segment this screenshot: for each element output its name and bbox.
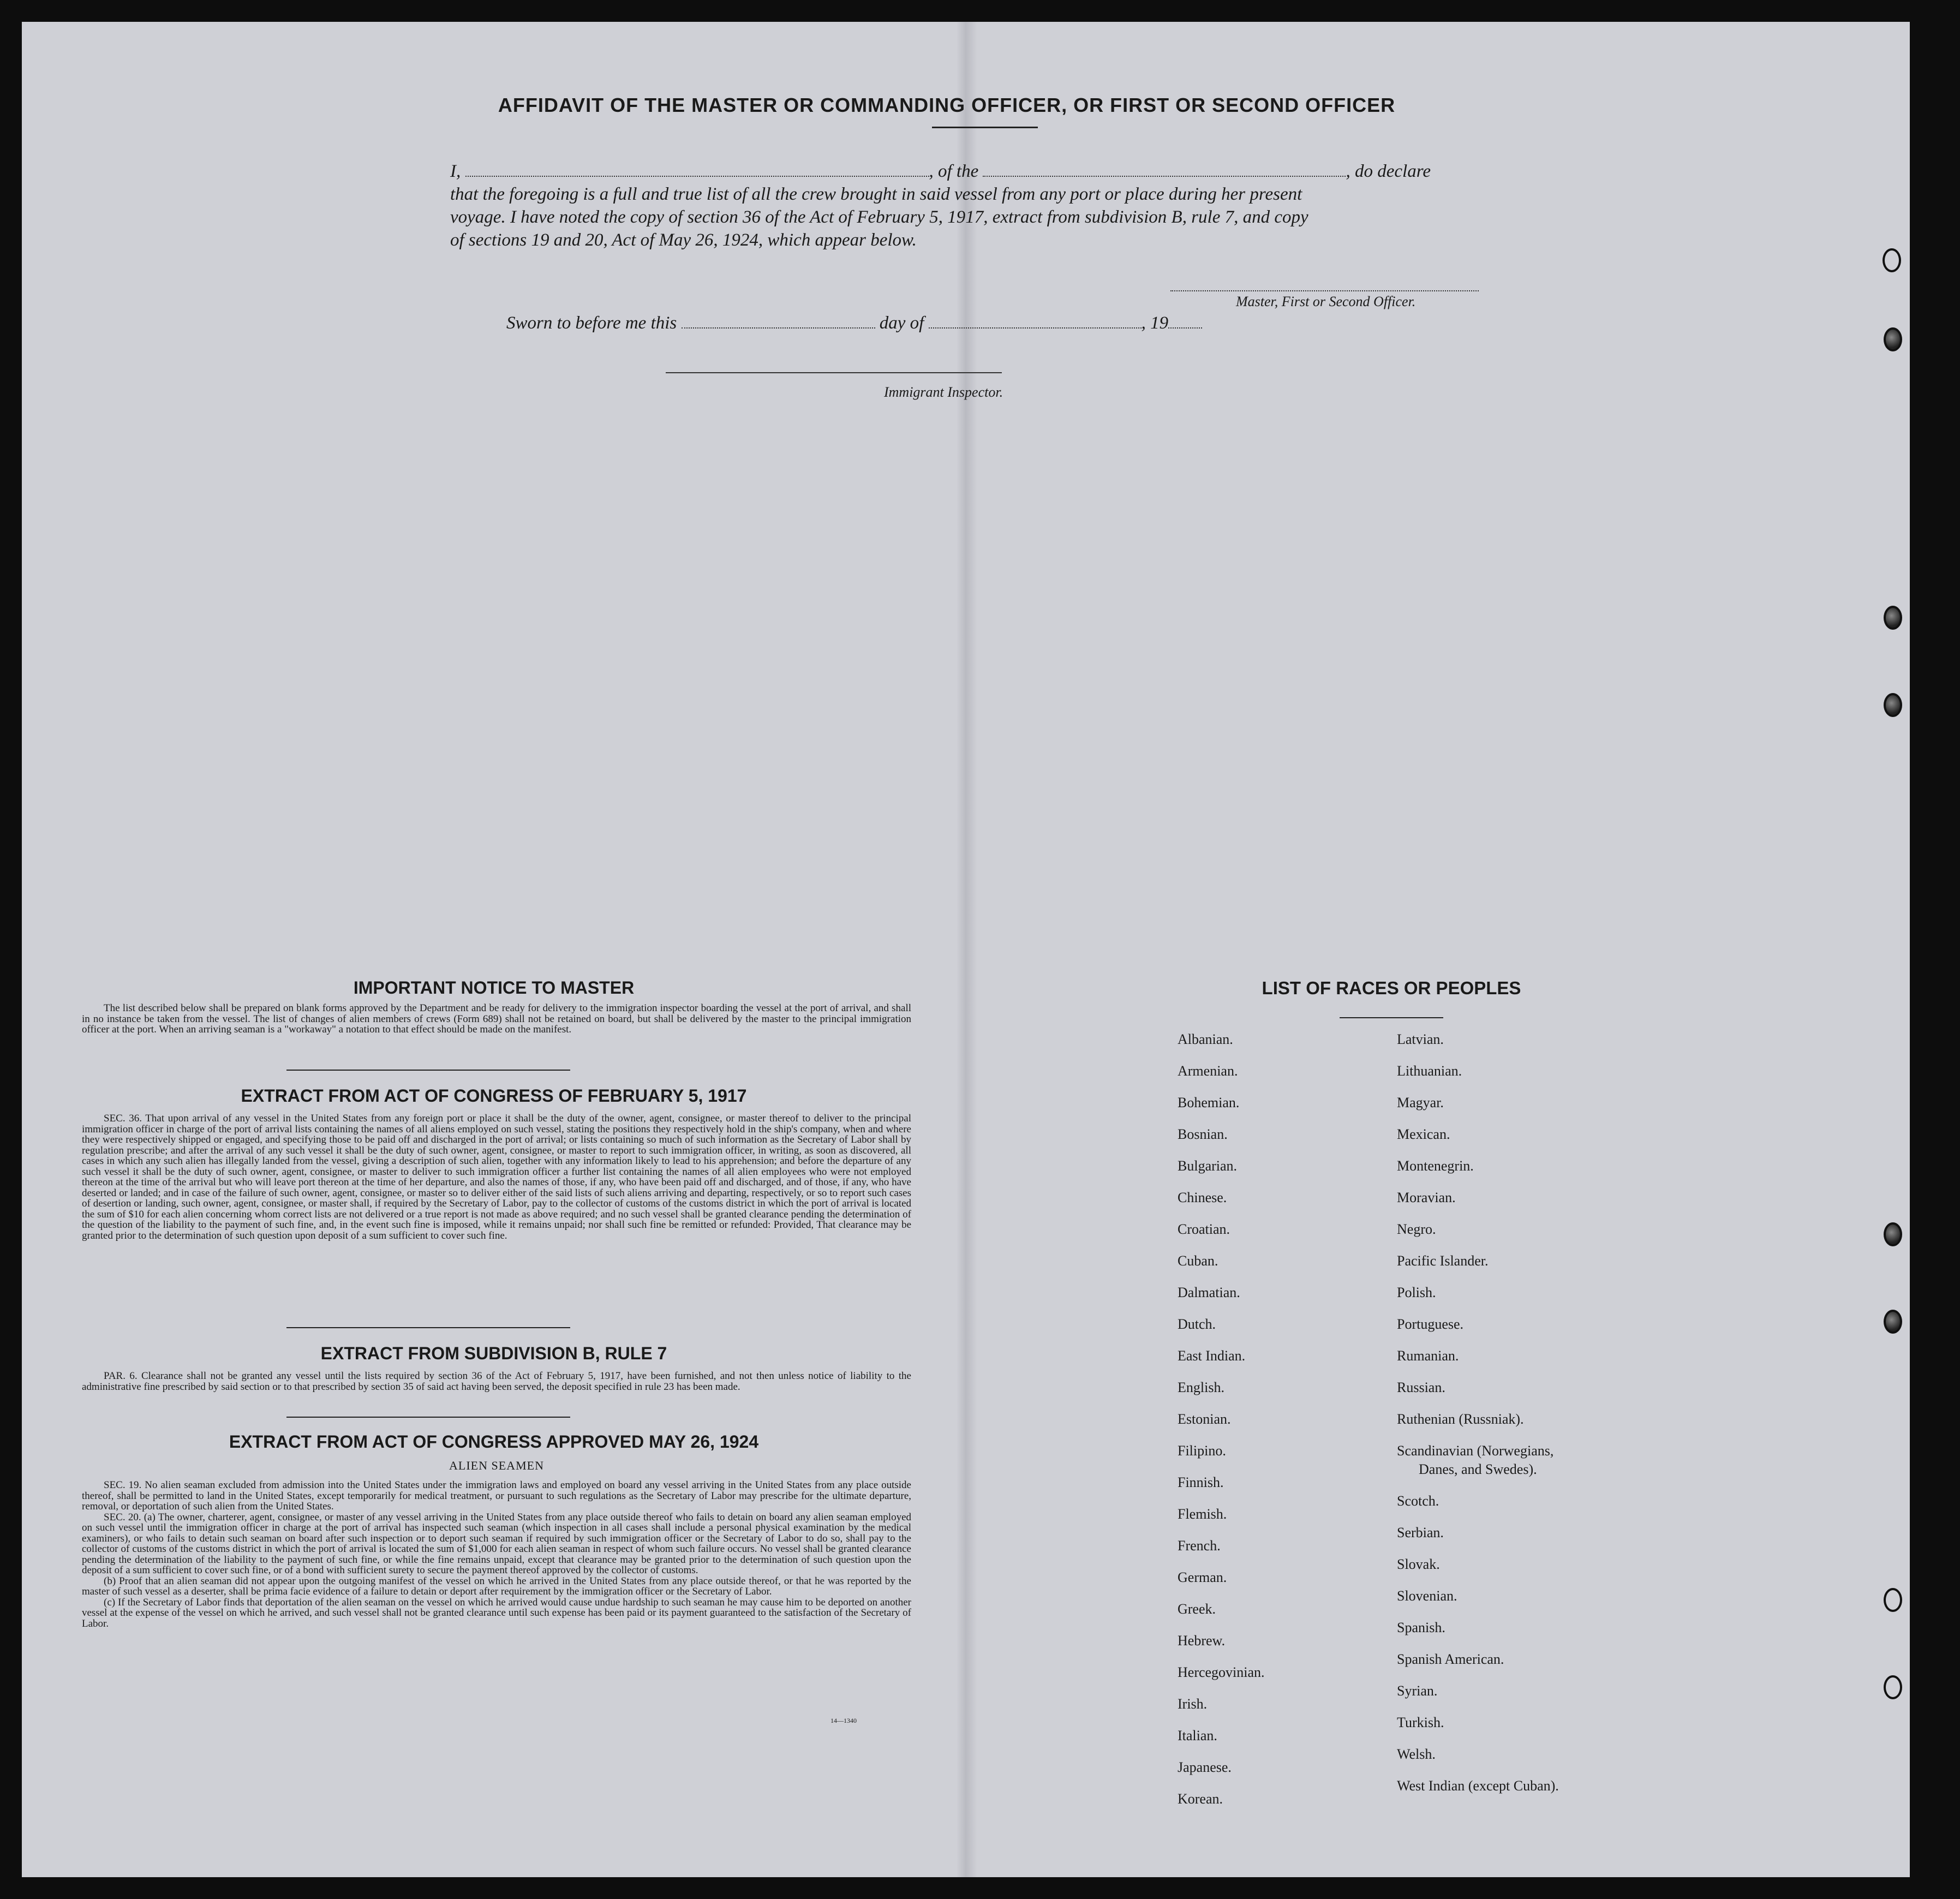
- section-20c: (c) If the Secretary of Labor finds that deportation of the alien seaman on the vessel on which he arrived would cause undue hardship to such seaman he may cause him to be deported on another vessel at the expense of the vessel on which he arrived, and such vessel shall not be granted clearance until such expense has been paid or its payment guaranteed to the satisfaction of the Secretary of Labor.: [82, 1596, 911, 1629]
- extract-1917-text: [82, 1113, 911, 1310]
- race-item: Negro.: [1397, 1221, 1436, 1237]
- race-item: Korean.: [1178, 1791, 1223, 1807]
- race-item: Slovenian.: [1397, 1588, 1457, 1604]
- race-item: Syrian.: [1397, 1683, 1438, 1699]
- punch-hole: [1884, 1222, 1902, 1246]
- vessel-field[interactable]: [983, 170, 1346, 177]
- notice-text: [82, 1003, 911, 1055]
- race-item: French.: [1178, 1538, 1221, 1554]
- declaration-line-1: [450, 162, 1431, 182]
- race-item: Finnish.: [1178, 1474, 1224, 1490]
- race-item: Portuguese.: [1397, 1316, 1464, 1332]
- of-the-text: , of the: [929, 162, 979, 181]
- inspector-signature-line[interactable]: [666, 372, 1002, 373]
- race-item: Montenegrin.: [1397, 1158, 1474, 1174]
- year-field[interactable]: [1168, 322, 1202, 329]
- race-item: Rumanian.: [1397, 1348, 1459, 1364]
- race-item: Japanese.: [1178, 1759, 1232, 1775]
- race-item: Moravian.: [1397, 1190, 1456, 1205]
- title-divider: [932, 127, 1038, 128]
- form-number: 14—1340: [830, 1717, 857, 1724]
- race-item: Hebrew.: [1178, 1633, 1226, 1649]
- declaration-line-2: that the foregoing is a full and true list of all the crew brought in said vessel from any port or place during her present: [450, 184, 1302, 204]
- race-item: Bulgarian.: [1178, 1158, 1238, 1174]
- section-20a: SEC. 20. (a) The owner, charterer, agent, consignee, or master of any vessel arriving in the United States from any place outside thereof who fails to detain on board any alien seaman employed on such vessel until the immigration officer in charge at the port of arrival has inspected such seaman (which inspection in all cases shall include a personal physical examination by the medical examiners), or who fails to detain such seaman on board after such inspection or to deport such seaman if required by such immigration officer or the Secretary of Labor to do so, shall pay to the collector of customs of the customs district in which the port of arrival is located the sum of $1,000 for each alien seaman in respect of whom such failure occurs. No vessel shall be granted clearance pending the determination of the liability to the payment of such fine, or while the fine remains unpaid, except that clearance may be granted prior to the determination of such question upon the deposit of a sum sufficient to cover such fine, or of a bond with sufficient surety to secure the payment thereof approved by the collector of customs.: [82, 1511, 911, 1576]
- race-item: Turkish.: [1397, 1715, 1444, 1730]
- race-item: Albanian.: [1178, 1031, 1233, 1047]
- divider-2: [286, 1327, 570, 1328]
- punch-hole: [1884, 1310, 1902, 1334]
- race-item: Bohemian.: [1178, 1095, 1240, 1110]
- day-of-text: day of: [879, 313, 924, 333]
- race-item: Bosnian.: [1178, 1126, 1228, 1142]
- declaration-i: I,: [450, 162, 461, 181]
- race-item: Lithuanian.: [1397, 1063, 1462, 1079]
- race-item: Croatian.: [1178, 1221, 1230, 1237]
- race-item: Estonian.: [1178, 1411, 1231, 1427]
- notice-paragraph: The list described below shall be prepared on blank forms approved by the Department and be ready for delivery to the immigration inspector boarding the vessel at the port of arrival, and shall in no instance be taken from the vessel. The list of changes of alien members of crews (Form 689) shall not be retained on board, but shall be delivered by the master to the principal immigration officer at the port. When an arriving seaman is a "workaway" a notation to that effect should be made on the manifest.: [82, 1002, 911, 1035]
- race-item: Pacific Islander.: [1397, 1253, 1489, 1269]
- inspector-label: Immigrant Inspector.: [884, 384, 1003, 400]
- year-prefix: , 19: [1141, 313, 1169, 333]
- race-item: Filipino.: [1178, 1443, 1226, 1459]
- punch-hole: [1884, 606, 1902, 630]
- extract-rule7-text: [82, 1371, 911, 1405]
- race-item: Flemish.: [1178, 1506, 1227, 1522]
- race-item: German.: [1178, 1569, 1227, 1585]
- races-title: LIST OF RACES OR PEOPLES: [1262, 978, 1521, 998]
- section-19: SEC. 19. No alien seaman excluded from admission into the United States under the immigration laws and employed on board any vessel arriving in the United States from any place outside thereof, shall be permitted to land in the United States, except temporarily for medical treatment, or pursuant to such regulations as the Secretary of Labor may prescribe for the ultimate departure, removal, or deportation of such alien from the United States.: [82, 1479, 911, 1512]
- extract-1924-title: EXTRACT FROM ACT OF CONGRESS APPROVED MAY 26, 1924: [229, 1432, 759, 1452]
- punch-hole: [1884, 1588, 1902, 1612]
- race-item: Cuban.: [1178, 1253, 1218, 1269]
- extract-1917-title: EXTRACT FROM ACT OF CONGRESS OF FEBRUARY 5, 1917: [241, 1086, 747, 1106]
- extract-1924-text: [82, 1480, 911, 1704]
- race-item: Scotch.: [1397, 1493, 1439, 1509]
- race-item: Italian.: [1178, 1728, 1217, 1743]
- race-item: Hercegovinian.: [1178, 1664, 1265, 1680]
- race-item: Scandinavian (Norwegians,: [1397, 1443, 1554, 1459]
- section-36: SEC. 36. That upon arrival of any vessel in the United States from any foreign port or place it shall be the duty of the owner, agent, consignee, or master thereof to deliver to the principal immigration officer in charge of the port of arrival lists containing the names of all aliens employed on such vessel, stating the positions they respectively hold in the ship's company, when and where they were respectively shipped or engaged, and specifying those to be paid off and discharged in the port of arrival; or lists containing so much of such information as the Secretary of Labor shall by regulation prescribe; and after the arrival of any such vessel it shall be the duty of such owner, agent, consignee, or master to report to such immigration officer, in writing, as soon as discovered, all cases in which any such alien has illegally landed from the vessel, giving a description of such alien, together with any information likely to lead to his apprehension; and before the departure of any such vessel it shall be the duty of such owner, agent, consignee, or master to deliver to such immigration officer a further list containing the names of all alien employees who were not employed thereon at the time of the arrival but who will leave port thereon at the time of her departure, and also the names of those, if any, who have been paid off and discharged, and of those, if any, who have deserted or landed; and in case of the failure of such owner, agent, consignee, or master so to deliver either of the said lists of such aliens arriving and departing, respectively, or so to report such cases of desertion or landing, such owner, agent, consignee, or master shall, if required by the Secretary of Labor, pay to the collector of customs of the customs district in which the port of arrival is located the sum of $10 for each alien concerning whom correct lists are not delivered or a true report is not made as above required; and no such vessel shall be granted clearance pending the determination of the question of the liability to the payment of such fine, and, in the event such fine is imposed, while it remains unpaid; nor shall such fine be remitted or refunded: Provided, That clearance may be granted prior to the determination of such question upon deposit of a sum sufficient to cover such fine.: [82, 1113, 911, 1241]
- race-item: Polish.: [1397, 1285, 1436, 1300]
- punch-hole: [1883, 248, 1901, 272]
- month-field[interactable]: [929, 322, 1142, 329]
- master-signature-label: Master, First or Second Officer.: [1236, 294, 1416, 309]
- alien-seamen-subtitle: ALIEN SEAMEN: [449, 1459, 544, 1472]
- race-item: Slovak.: [1397, 1556, 1440, 1572]
- race-item: Dutch.: [1178, 1316, 1216, 1332]
- paragraph-6: PAR. 6. Clearance shall not be granted any vessel until the lists required by section 36 of the Act of February 5, 1917, have been furnished, and not then unless notice of liability to the administrative fine prescribed by said section or to that prescribed by section 35 of said act having been served, the deposit specified in rule 23 has been made.: [82, 1370, 911, 1393]
- affidavit-title: AFFIDAVIT OF THE MASTER OR COMMANDING OFFICER, OR FIRST OR SECOND OFFICER: [498, 94, 1396, 116]
- punch-hole: [1884, 327, 1902, 351]
- section-20b: (b) Proof that an alien seaman did not appear upon the outgoing manifest of the vessel on which he arrived in the United States from any place outside thereof, or that he was reported by the master of such vessel as a deserter, shall be prima facie evidence of a failure to detain or deport after requirement by the immigration officer or the Secretary of Labor.: [82, 1575, 911, 1597]
- race-item: English.: [1178, 1380, 1224, 1395]
- punch-hole: [1884, 693, 1902, 717]
- race-item: Latvian.: [1397, 1031, 1444, 1047]
- race-item: Dalmatian.: [1178, 1285, 1240, 1300]
- extract-rule7-title: EXTRACT FROM SUBDIVISION B, RULE 7: [320, 1343, 667, 1363]
- name-field[interactable]: [465, 170, 929, 177]
- declare-text: , do declare: [1346, 162, 1431, 181]
- declaration-line-4: of sections 19 and 20, Act of May 26, 1924, which appear below.: [450, 230, 917, 250]
- races-divider: [1340, 1017, 1443, 1018]
- day-field[interactable]: [682, 322, 875, 329]
- divider-1: [286, 1070, 570, 1071]
- race-item: Russian.: [1397, 1380, 1445, 1395]
- race-item: East Indian.: [1178, 1348, 1246, 1364]
- sworn-line: [506, 313, 1202, 333]
- race-item: Armenian.: [1178, 1063, 1238, 1079]
- race-item: Serbian.: [1397, 1525, 1444, 1540]
- race-item: Spanish American.: [1397, 1651, 1504, 1667]
- race-item: West Indian (except Cuban).: [1397, 1778, 1559, 1794]
- race-item: Mexican.: [1397, 1126, 1450, 1142]
- sworn-text: Sworn to before me this: [506, 313, 677, 333]
- race-item: Irish.: [1178, 1696, 1208, 1712]
- divider-3: [286, 1417, 570, 1418]
- race-item: Ruthenian (Russniak).: [1397, 1411, 1524, 1427]
- punch-hole: [1884, 1675, 1902, 1699]
- notice-title: IMPORTANT NOTICE TO MASTER: [353, 978, 635, 998]
- race-item: Greek.: [1178, 1601, 1216, 1617]
- declaration-line-3: voyage. I have noted the copy of section 36 of the Act of February 5, 1917, extract from subdivision B, rule 7, and copy: [450, 207, 1308, 227]
- race-item: Welsh.: [1397, 1746, 1436, 1762]
- race-item: Danes, and Swedes).: [1419, 1461, 1537, 1477]
- master-signature-line[interactable]: [1170, 290, 1479, 291]
- race-item: Magyar.: [1397, 1095, 1444, 1110]
- race-item: Spanish.: [1397, 1620, 1445, 1635]
- race-item: Chinese.: [1178, 1190, 1227, 1205]
